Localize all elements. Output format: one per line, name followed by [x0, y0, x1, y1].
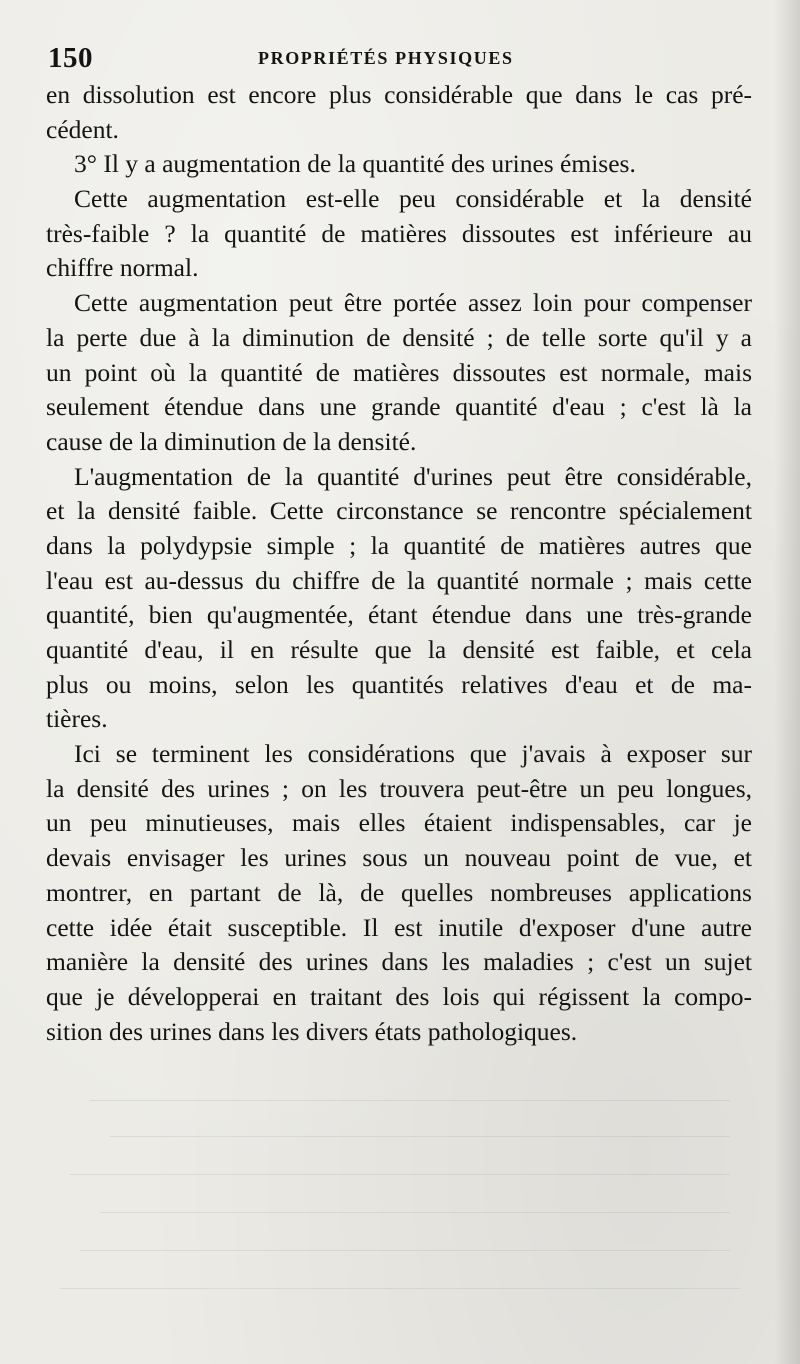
text-line: montrer, en partant de là, de quelles nombreuses applications	[46, 877, 752, 907]
text-line: quantité d'eau, il en résulte que la densité est faible, et cela	[46, 635, 752, 664]
page-gutter-shadow	[774, 0, 800, 1364]
page-number: 150	[48, 42, 93, 74]
text-line: sition des urines dans les divers états pathologiques.	[46, 1016, 578, 1046]
text-line: plus ou moins, selon les quantités relatives d'eau et de ma-	[46, 669, 752, 699]
text-line: seulement étendue dans une grande quantité d'eau ; c'est là la	[46, 392, 752, 422]
text-line: très-faible ? la quantité de matières dissoutes est inférieure au	[46, 218, 752, 248]
text-line: la perte due à la diminution de densité ; de telle sorte qu'il y a	[46, 322, 752, 352]
text-line: un peu minutieuses, mais elles étaient indispensables, car je	[46, 808, 752, 838]
show-through-texture	[60, 1078, 760, 1328]
text-line: un point où la quantité de matières dissoutes est normale, mais	[46, 357, 752, 387]
running-head: PROPRIÉTÉS PHYSIQUES	[258, 48, 514, 68]
text-line: Cette augmentation est-elle peu considérable et la densité	[74, 184, 752, 214]
text-line: tières.	[46, 704, 108, 734]
text-line: que je développerai en traitant des lois qui régissent la compo-	[46, 981, 752, 1011]
text-line: la densité des urines ; on les trouvera peut-être un peu longues,	[46, 773, 752, 803]
text-line: l'eau est au-dessus du chiffre de la quantité normale ; mais cette	[46, 565, 752, 595]
text-line: et la densité faible. Cette circonstance se rencontre spécialement	[46, 496, 752, 526]
page-header	[48, 42, 748, 76]
text-line: en dissolution est encore plus considérable que dans le cas pré-	[46, 80, 752, 109]
text-line: cette idée était susceptible. Il est inutile d'exposer d'une autre	[46, 912, 752, 942]
text-line: Cette augmentation peut être portée assez loin pour compenser	[74, 288, 752, 318]
text-line: devais envisager les urines sous un nouveau point de vue, et	[46, 843, 752, 873]
text-line: cause de la diminution de la densité.	[46, 426, 417, 456]
text-line: cédent.	[46, 114, 119, 144]
text-line: quantité, bien qu'augmentée, étant étendue dans une très-grande	[46, 600, 752, 630]
text-line: 3° Il y a augmentation de la quantité des urines émises.	[74, 149, 636, 179]
body-text	[46, 78, 752, 1049]
text-line: dans la polydypsie simple ; la quantité de matières autres que	[46, 530, 752, 560]
text-line: manière la densité des urines dans les maladies ; c'est un sujet	[46, 947, 752, 977]
text-line: L'augmentation de la quantité d'urines peut être considérable,	[74, 461, 752, 491]
text-line: chiffre normal.	[46, 253, 199, 283]
text-line: Ici se terminent les considérations que j'avais à exposer sur	[74, 739, 752, 769]
